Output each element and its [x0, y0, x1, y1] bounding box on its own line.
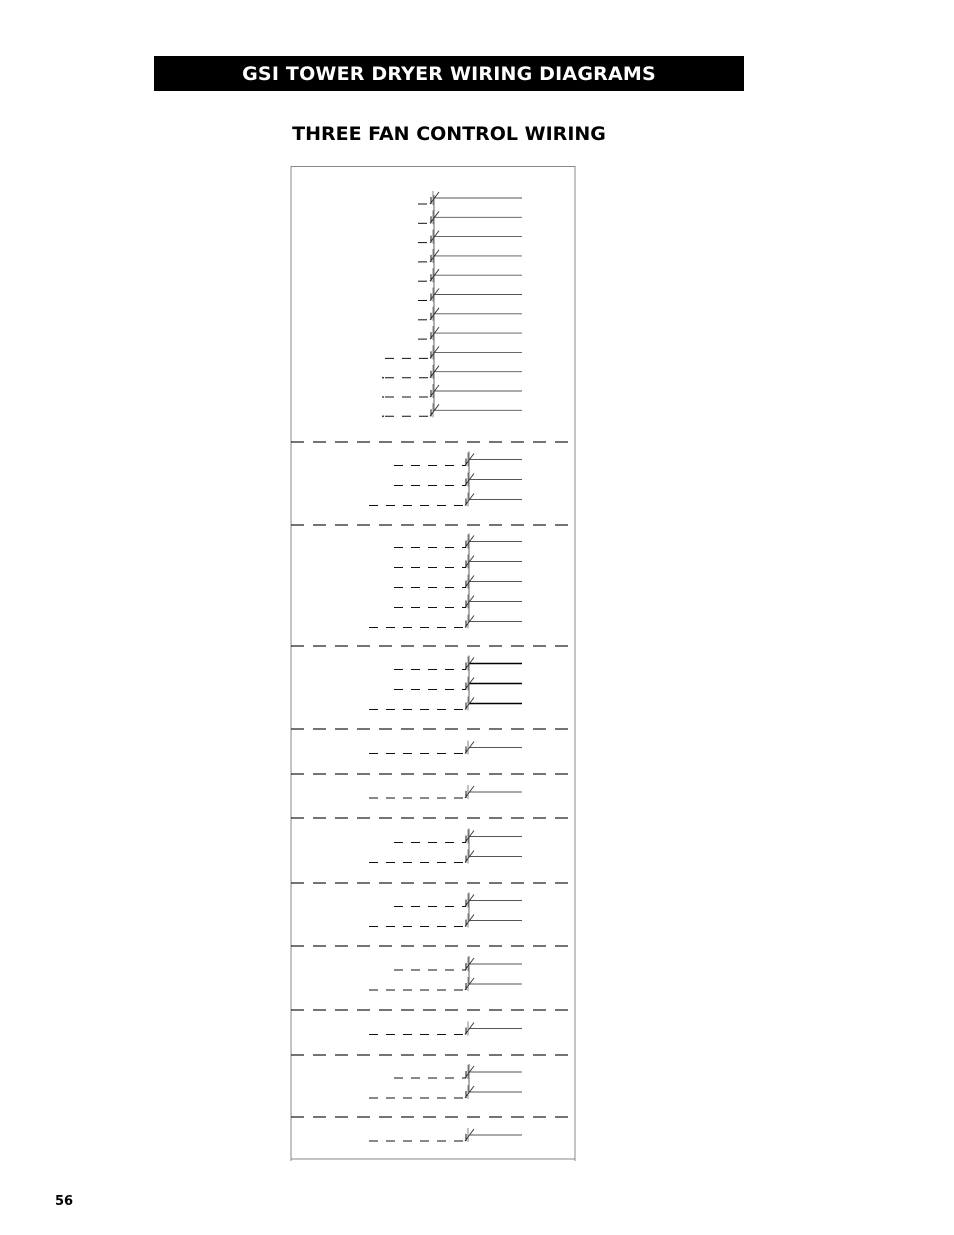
- lead-dot: [382, 415, 384, 417]
- wiring-section: [291, 1117, 575, 1142]
- wiring-diagram: [290, 166, 577, 1161]
- wiring-section: [291, 818, 575, 864]
- wiring-section: [291, 946, 575, 991]
- page-number: 56: [55, 1194, 74, 1209]
- wiring-section: [291, 774, 575, 799]
- header-bar: [154, 56, 744, 91]
- lead-dot: [382, 396, 384, 398]
- wiring-section: [291, 646, 575, 711]
- lead-dot: [382, 377, 384, 379]
- wiring-section: [291, 525, 575, 629]
- wiring-section: [291, 729, 575, 755]
- wiring-section: [291, 1010, 575, 1036]
- header-title: GSI TOWER DRYER WIRING DIAGRAMS: [242, 62, 656, 85]
- wiring-section: [291, 1055, 575, 1099]
- section-title: THREE FAN CONTROL WIRING: [292, 123, 606, 145]
- diagram-body: [291, 191, 575, 1142]
- wiring-section: [291, 442, 575, 507]
- wiring-section: [291, 883, 575, 928]
- wiring-section: [382, 191, 522, 417]
